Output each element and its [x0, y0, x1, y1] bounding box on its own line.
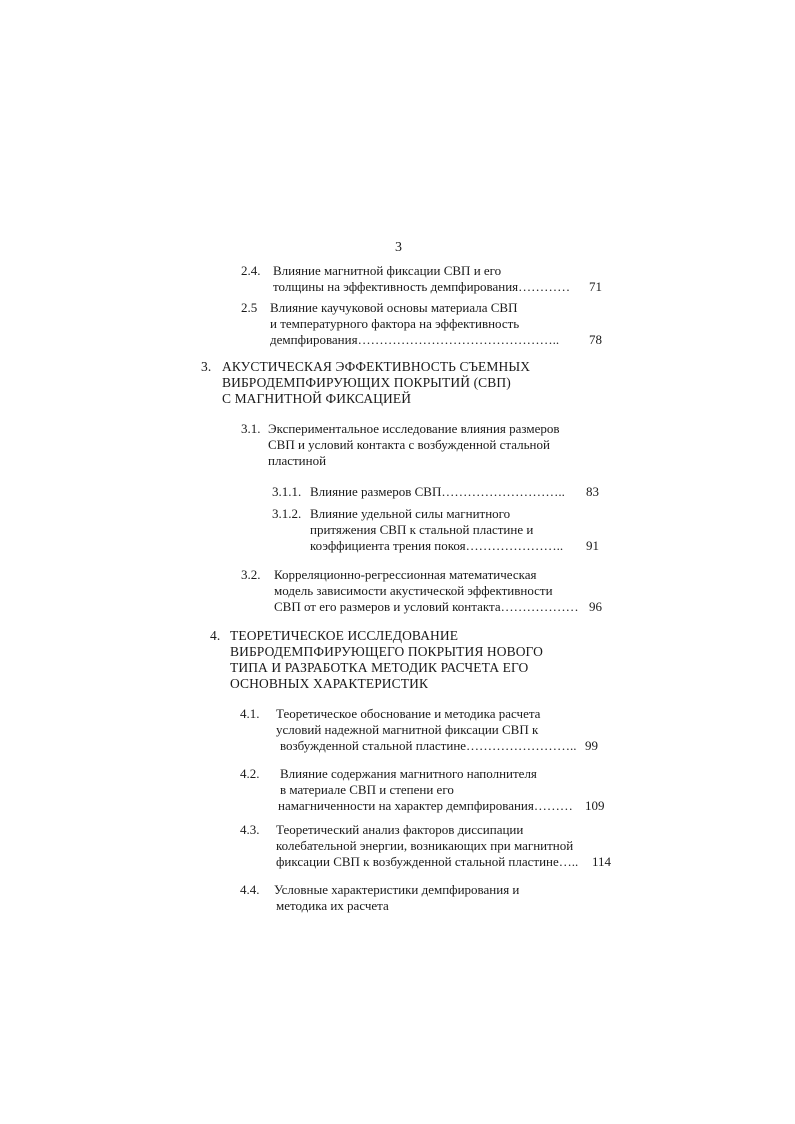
entry-title-line: коэффициента трения покоя………………….. — [310, 538, 564, 553]
entry-title-line: намагниченности на характер демпфирования……… — [278, 798, 573, 813]
entry-title-line: Теоретическое обоснование и методика расчета — [276, 706, 541, 721]
entry-page: 71 — [589, 279, 602, 294]
entry-title-line: колебательной энергии, возникающих при магнитной — [276, 838, 574, 853]
entry-page: 96 — [589, 599, 602, 614]
entry-page: 83 — [586, 484, 599, 499]
entry-page: 109 — [585, 798, 605, 813]
entry-title-line: притяжения СВП к стальной пластине и — [310, 522, 534, 537]
chapter-title-line: ТИПА И РАЗРАБОТКА МЕТОДИК РАСЧЕТА ЕГО — [230, 660, 529, 675]
chapter-number: 4. — [210, 628, 221, 643]
entry-title-line: Экспериментальное исследование влияния размеров — [268, 421, 560, 436]
entry-title-line: толщины на эффективность демпфирования………… — [273, 279, 571, 294]
chapter-title-line: С МАГНИТНОЙ ФИКСАЦИЕЙ — [222, 391, 412, 406]
entry-title-line: Условные характеристики демпфирования и — [274, 882, 520, 897]
entry-title-line: Влияние магнитной фиксации СВП и его — [273, 263, 502, 278]
entry-title-line: возбужденной стальной пластине…………………….. — [280, 738, 577, 753]
entry-title-line: демпфирования……………………………………….. — [270, 332, 560, 347]
chapter-title-line: АКУСТИЧЕСКАЯ ЭФФЕКТИВНОСТЬ СЪЕМНЫХ — [222, 359, 531, 374]
entry-number: 2.5 — [241, 300, 258, 315]
entry-title-line: СВП от его размеров и условий контакта……………… — [274, 599, 579, 614]
chapter-number: 3. — [201, 359, 212, 374]
entry-number: 4.2. — [240, 766, 260, 781]
chapter-title-line: ВИБРОДЕМПФИРУЮЩЕГО ПОКРЫТИЯ НОВОГО — [230, 644, 543, 659]
entry-title-line: и температурного фактора на эффективность — [270, 316, 520, 331]
entry-title-line: Влияние размеров СВП……………………….. — [310, 484, 565, 499]
entry-page: 99 — [585, 738, 598, 753]
entry-title-line: Корреляционно-регрессионная математическая — [274, 567, 537, 582]
entry-number: 3.1.1. — [272, 484, 302, 499]
entry-title-line: условий надежной магнитной фиксации СВП к — [276, 722, 539, 737]
entry-title-line: модель зависимости акустической эффективности — [274, 583, 553, 598]
entry-title-line: фиксации СВП к возбужденной стальной пластине….. — [276, 854, 579, 869]
entry-number: 4.4. — [240, 882, 260, 897]
entry-title-line: СВП и условий контакта с возбужденной стальной — [268, 437, 550, 452]
chapter-title-line: ОСНОВНЫХ ХАРАКТЕРИСТИК — [230, 676, 429, 691]
entry-number: 2.4. — [241, 263, 261, 278]
entry-title-line: Влияние удельной силы магнитного — [310, 506, 511, 521]
entry-title-line: в материале СВП и степени его — [280, 782, 454, 797]
entry-number: 4.1. — [240, 706, 260, 721]
entry-page: 114 — [592, 854, 612, 869]
entry-title-line: Влияние содержания магнитного наполнителя — [280, 766, 537, 781]
entry-number: 3.2. — [241, 567, 261, 582]
entry-number: 3.1.2. — [272, 506, 302, 521]
entry-number: 4.3. — [240, 822, 260, 837]
entry-title-line: пластиной — [268, 453, 327, 468]
entry-number: 3.1. — [241, 421, 261, 436]
entry-page: 78 — [589, 332, 602, 347]
entry-page: 91 — [586, 538, 599, 553]
entry-title-line: Теоретический анализ факторов диссипации — [276, 822, 524, 837]
entry-title-line: методика их расчета — [276, 898, 389, 913]
chapter-title-line: ВИБРОДЕМПФИРУЮЩИХ ПОКРЫТИЙ (СВП) — [222, 375, 511, 390]
entry-title-line: Влияние каучуковой основы материала СВП — [270, 300, 518, 315]
page-number: 3 — [395, 240, 402, 255]
chapter-title-line: ТЕОРЕТИЧЕСКОЕ ИССЛЕДОВАНИЕ — [230, 628, 459, 643]
